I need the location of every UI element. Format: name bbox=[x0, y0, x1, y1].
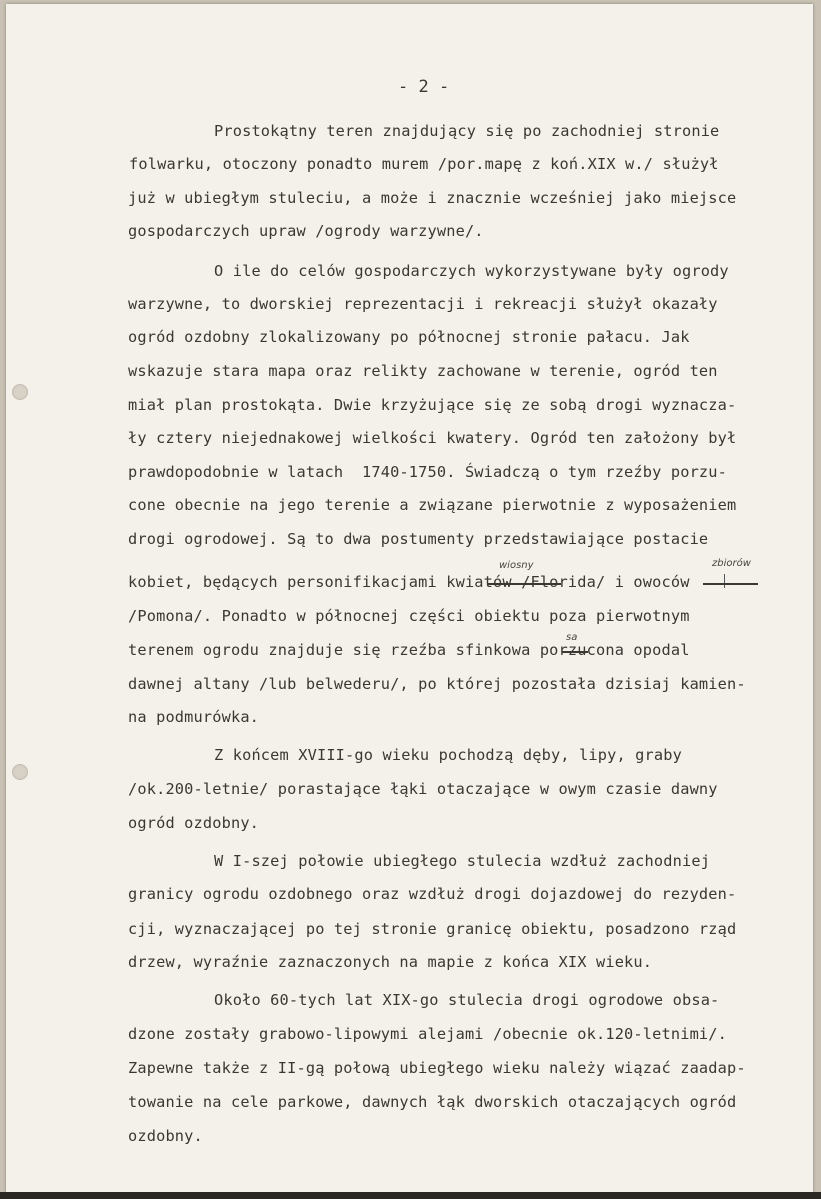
text-line: ozdobny. bbox=[128, 1127, 203, 1145]
text-line: drzew, wyraźnie zaznaczonych na mapie z końca XIX wieku. bbox=[128, 953, 653, 971]
text-line: ły cztery niejednakowej wielkości kwatery. Ogród ten założony był bbox=[128, 429, 737, 447]
text-line: /ok.200-letnie/ porastające łąki otaczające w owym czasie dawny bbox=[128, 780, 718, 798]
text-line: folwarku, otoczony ponadto murem /por.mapę z koń.XIX w./ służył bbox=[129, 155, 719, 173]
handwritten-note: zbiorów bbox=[712, 558, 751, 569]
strikethrough bbox=[562, 651, 588, 653]
text-line: granicy ogrodu ozdobnego oraz wzdłuż drogi dojazdowej do rezyden- bbox=[128, 885, 737, 903]
text-line: O ile do celów gospodarczych wykorzystywane były ogrody bbox=[214, 262, 729, 280]
punch-hole bbox=[12, 384, 28, 400]
scan-edge bbox=[0, 1192, 821, 1199]
text-line: /Pomona/. Ponadto w północnej części obiektu poza pierwotnym bbox=[128, 607, 690, 625]
document-page bbox=[6, 4, 813, 1194]
text-line: dzone zostały grabowo-lipowymi alejami /obecnie ok.120-letnimi/. bbox=[128, 1025, 728, 1043]
text-line: W I-szej połowie ubiegłego stulecia wzdłuż zachodniej bbox=[214, 852, 711, 870]
text-line: Około 60-tych lat XIX-go stulecia drogi ogrodowe obsa- bbox=[214, 991, 720, 1009]
strikethrough bbox=[487, 583, 561, 585]
handwritten-mark bbox=[724, 574, 725, 588]
text-line: cone obecnie na jego terenie a związane pierwotnie z wyposażeniem bbox=[128, 496, 737, 514]
text-line: wskazuje stara mapa oraz relikty zachowane w terenie, ogród ten bbox=[128, 362, 718, 380]
handwritten-note: wiosny bbox=[499, 560, 534, 571]
text-line: warzywne, to dworskiej reprezentacji i rekreacji służył okazały bbox=[128, 295, 718, 313]
text-line: cji, wyznaczającej po tej stronie granicę obiektu, posadzono rząd bbox=[128, 920, 737, 938]
text-line: Z końcem XVIII-go wieku pochodzą dęby, lipy, graby bbox=[214, 746, 682, 764]
strikethrough bbox=[703, 583, 758, 585]
punch-hole bbox=[12, 764, 28, 780]
text-line: kobiet, będących personifikacjami kwiatów /Florida/ i owoców bbox=[128, 573, 690, 591]
text-line: ogród ozdobny zlokalizowany po północnej stronie pałacu. Jak bbox=[128, 328, 690, 346]
text-line: towanie na cele parkowe, dawnych łąk dworskich otaczających ogród bbox=[128, 1093, 737, 1111]
text-line: Zapewne także z II-gą połową ubiegłego wieku należy wiązać zaadap- bbox=[128, 1059, 746, 1077]
text-line: gospodarczych upraw /ogrody warzywne/. bbox=[128, 222, 484, 240]
text-line: Prostokątny teren znajdujący się po zachodniej stronie bbox=[214, 122, 720, 140]
text-line: już w ubiegłym stuleciu, a może i znacznie wcześniej jako miejsce bbox=[128, 189, 737, 207]
text-line: dawnej altany /lub belwederu/, po której pozostała dzisiaj kamien- bbox=[128, 675, 746, 693]
page-number: - 2 - bbox=[398, 77, 450, 97]
text-line: drogi ogrodowej. Są to dwa postumenty przedstawiające postacie bbox=[128, 530, 709, 548]
text-line: na podmurówka. bbox=[128, 708, 260, 726]
text-line: ogród ozdobny. bbox=[128, 814, 260, 832]
text-line: miał plan prostokąta. Dwie krzyżujące się ze sobą drogi wyznacza- bbox=[128, 396, 737, 414]
handwritten-note: sa bbox=[566, 632, 578, 643]
text-line: prawdopodobnie w latach 1740-1750. Świadczą o tym rzeźby porzu- bbox=[128, 463, 728, 481]
text-line: terenem ogrodu znajduje się rzeźba sfinkowa porzucona opodal bbox=[128, 641, 690, 659]
